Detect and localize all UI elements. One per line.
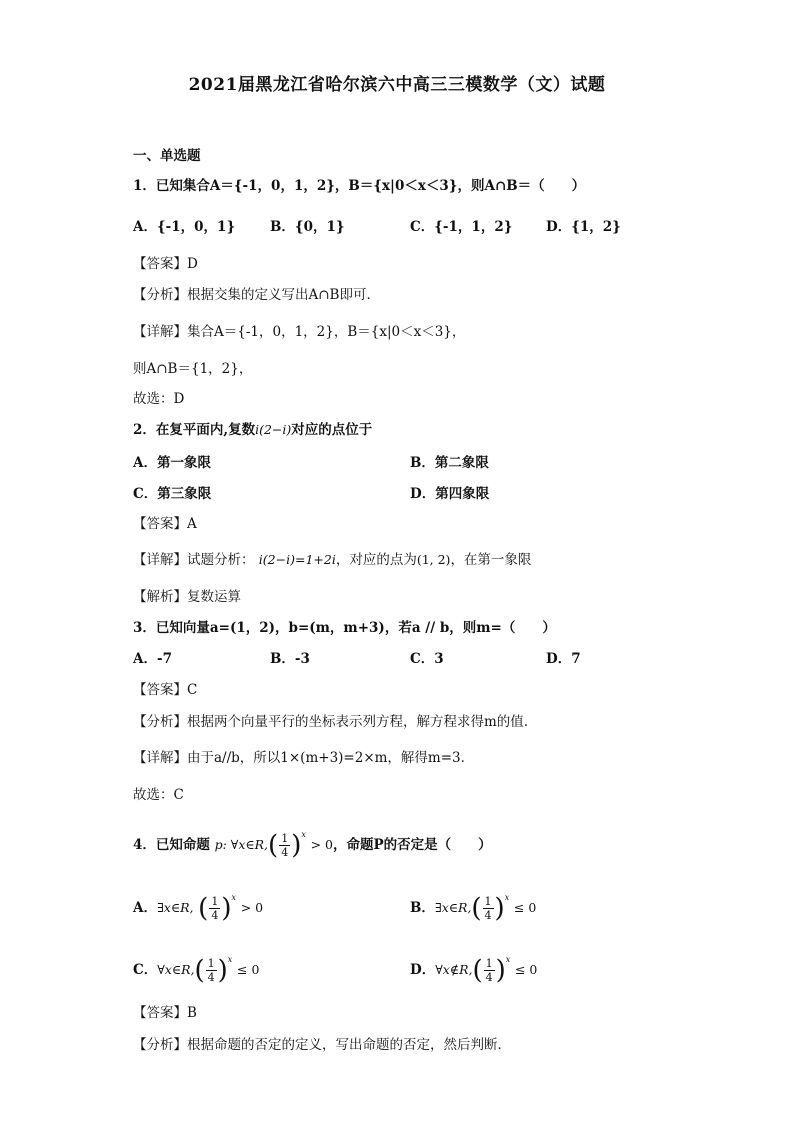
q1-choose: 故选：D [133, 391, 185, 407]
q4-analysis: 【分析】根据命题的否定的定义，写出命题的否定，然后判断． [133, 1037, 511, 1053]
question-4-stem: 4．已知命题 p: ∀x∈R,( $\frac{1}{4}$ )$^x$ > 0，命题P的否定是（ ） [133, 830, 492, 861]
q2-option-a: A．第一象限 [133, 455, 211, 471]
section-heading: 一、单选题 [133, 148, 201, 164]
q1-detail-result: 则A∩B＝{1，2}， [133, 361, 253, 377]
q4-stem-quant: p: ∀x∈R, [214, 837, 269, 852]
q2-detail-math: i(2−i)=1+2i [258, 552, 336, 567]
question-2-stem [133, 421, 372, 439]
q4-option-b: B．∃x∈R,( $\frac{1}{4}$ )$^x$ ≤ 0 [410, 893, 537, 924]
q1-detail: 【详解】集合A＝{-1，0，1，2}，B＝{x|0＜x＜3}， [133, 324, 466, 340]
q1-option-c: C．{-1，1，2} [410, 219, 513, 235]
q4-answer: 【答案】B [133, 1005, 197, 1021]
q3-answer: 【答案】C [133, 682, 198, 698]
q4-option-a: A．∃x∈R, ( $\frac{1}{4}$ )$^x$ > 0 [133, 893, 264, 924]
q1-analysis: 【分析】根据交集的定义写出A∩B即可． [133, 287, 380, 303]
q3-option-a: A．-7 [133, 651, 172, 667]
q2-detail-point: (1, 2) [416, 552, 451, 567]
q3-choose: 故选：C [133, 787, 184, 803]
q2-stem-post: 对应的点位于 [291, 422, 373, 438]
q3-option-c: C．3 [410, 651, 444, 667]
q2-stem-math: i(2−i) [255, 422, 292, 437]
q4-stem-fraction: $\frac{1}{4}$ [281, 832, 289, 859]
q2-detail-mid: ，对应的点为 [335, 552, 417, 568]
q1-option-d: D．{1，2} [546, 219, 621, 235]
page-title: 2021届黑龙江省哈尔滨六中高三三模数学（文）试题 [188, 75, 606, 95]
q2-detail [133, 551, 531, 569]
q3-option-d: D．7 [546, 651, 581, 667]
q3-option-b: B．-3 [270, 651, 310, 667]
q2-option-c: C．第三象限 [133, 486, 212, 502]
q4-option-d: D．∀x∉R,( $\frac{1}{4}$ )$^x$ ≤ 0 [410, 955, 538, 986]
q4-stem-post: ，命题P的否定是（ ） [332, 837, 492, 853]
q2-detail-post: ，在第一象限 [450, 552, 532, 568]
q4-stem-ineq: > 0 [310, 837, 333, 852]
q1-answer: 【答案】D [133, 256, 198, 272]
q4-stem-pre: 4．已知命题 [133, 837, 210, 853]
q2-stem-pre: 2．在复平面内,复数 [133, 422, 256, 438]
q2-answer: 【答案】A [133, 516, 197, 532]
q2-option-b: B．第二象限 [410, 455, 489, 471]
q1-option-a: A．{-1，0，1} [133, 219, 236, 235]
question-1-stem: 1．已知集合A＝{-1，0，1，2}，B＝{x|0＜x＜3}，则A∩B＝（ ） [133, 178, 586, 194]
q1-option-b: B．{0，1} [270, 219, 345, 235]
q3-analysis: 【分析】根据两个向量平行的坐标表示列方程，解方程求得m的值. [133, 714, 529, 730]
question-3-stem: 3．已知向量a=(1，2)，b=(m，m+3)，若a // b，则m=（ ） [133, 620, 556, 636]
q2-explain: 【解析】复数运算 [133, 589, 241, 605]
q2-option-d: D．第四象限 [410, 486, 490, 502]
q2-detail-pre: 【详解】试题分析： [133, 552, 255, 568]
q3-detail: 【详解】由于a//b，所以1×(m+3)=2×m，解得m=3． [133, 750, 475, 766]
q4-option-c: C．∀x∈R,( $\frac{1}{4}$ )$^x$ ≤ 0 [133, 955, 260, 986]
